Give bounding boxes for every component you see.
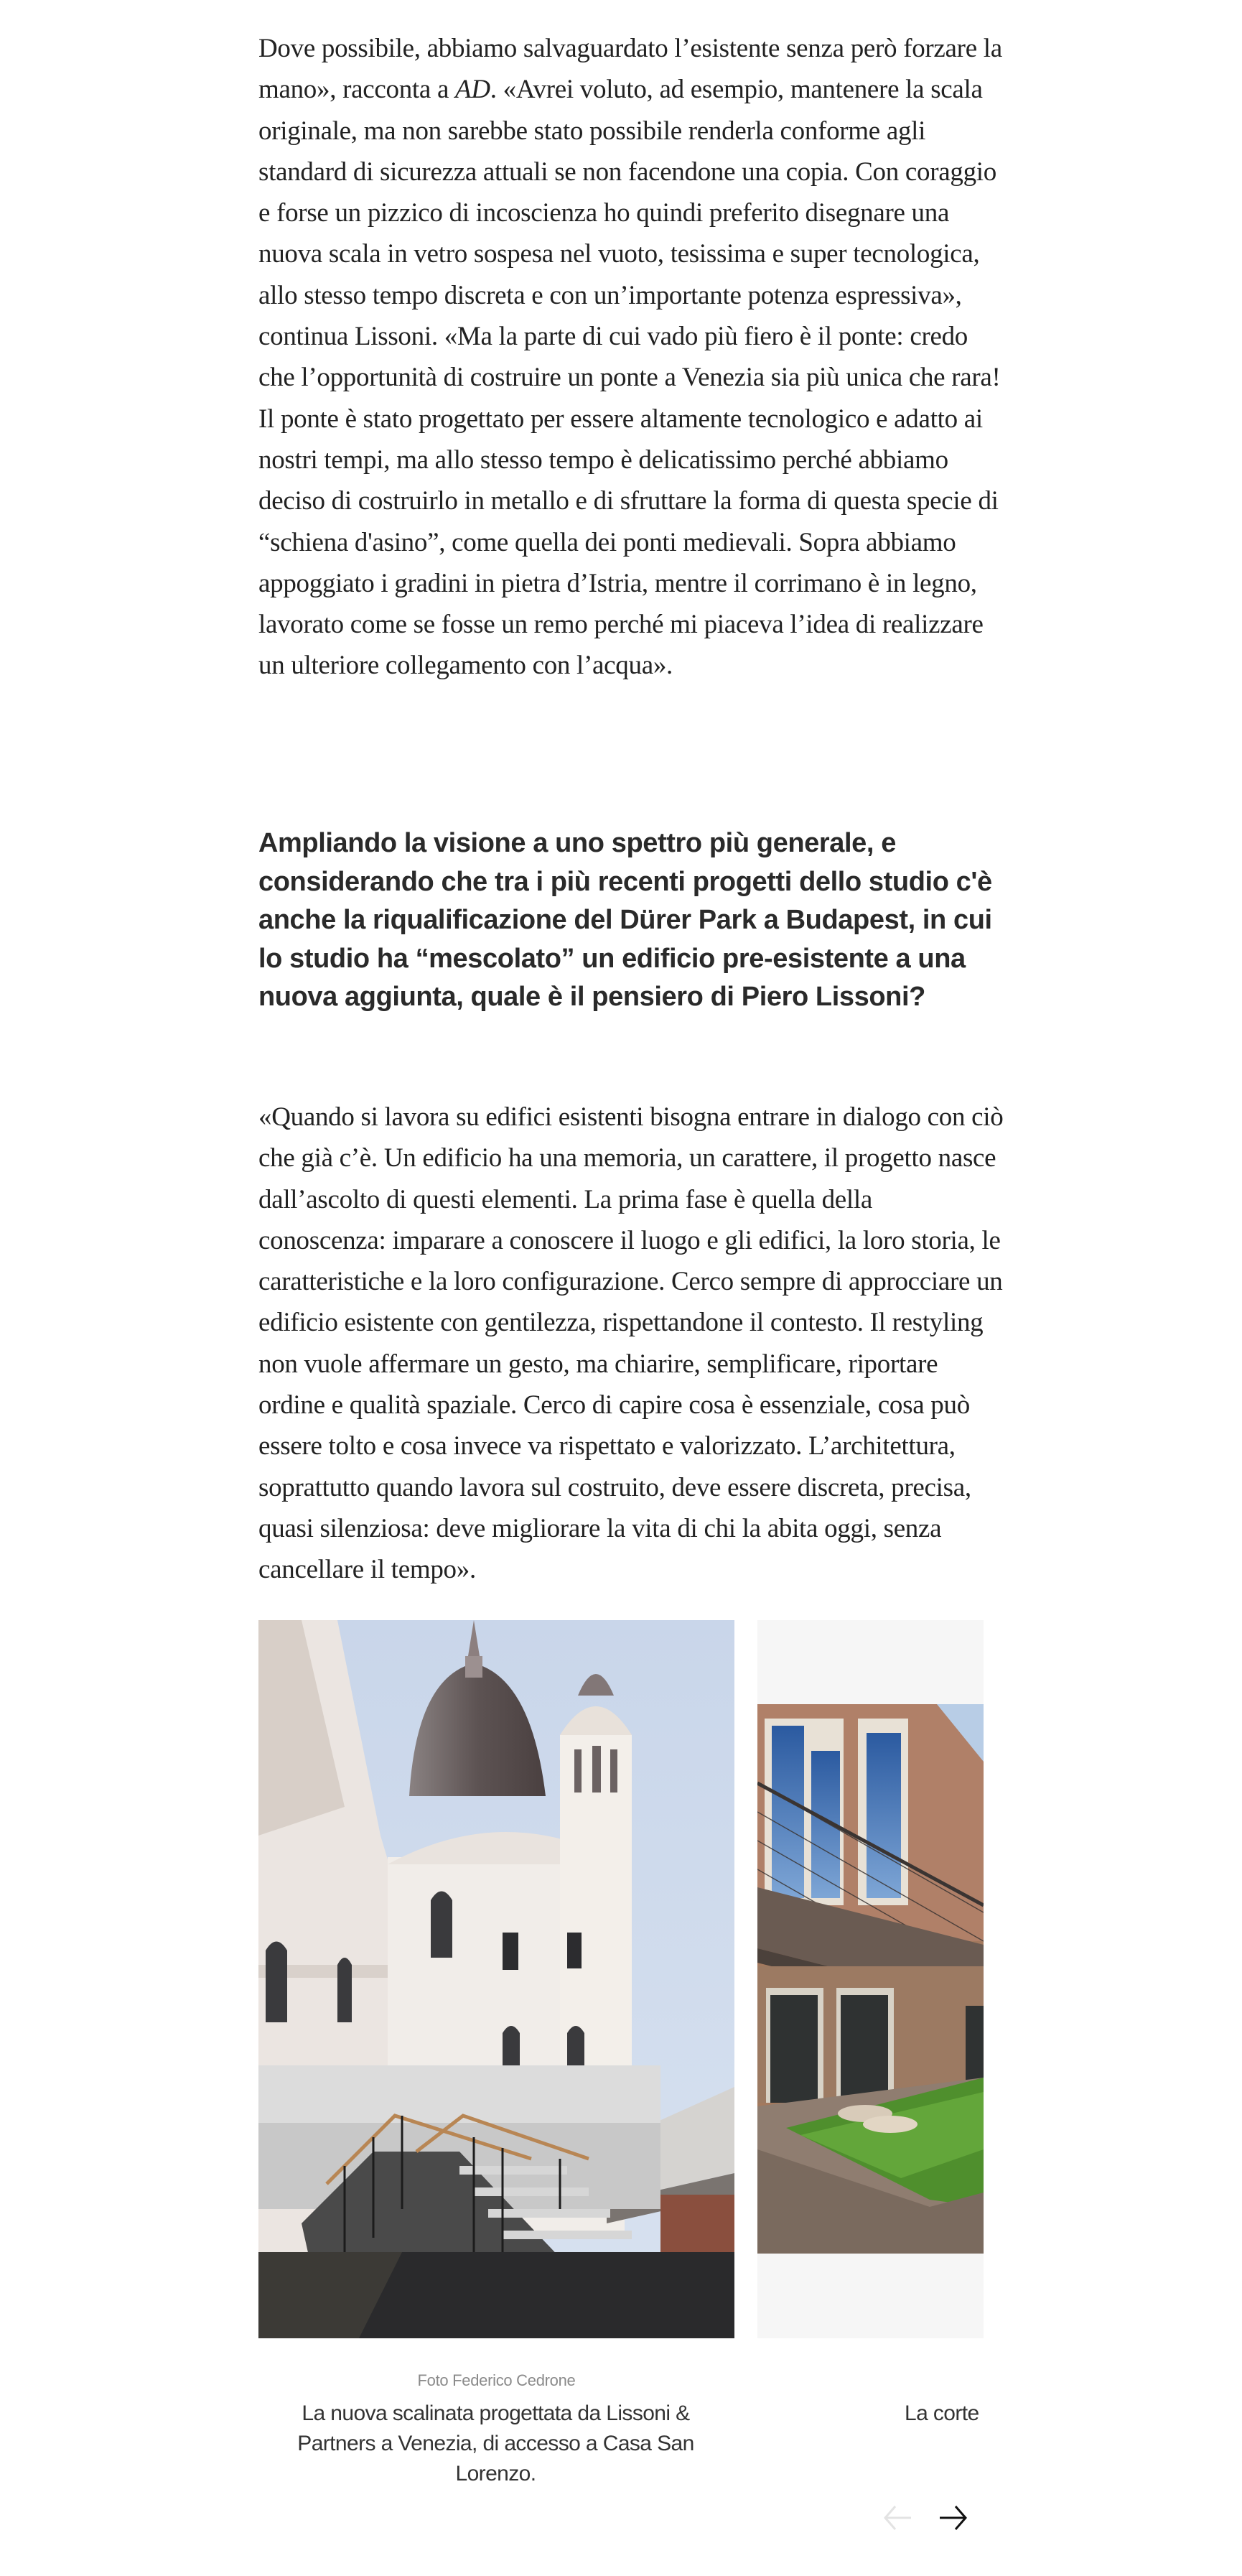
photo-credit: Foto Federico Cedrone <box>417 2371 576 2389</box>
arrow-right-icon <box>937 2502 973 2534</box>
carousel-slide[interactable] <box>757 1620 984 2338</box>
photo-courtyard <box>757 1704 984 2254</box>
slide-caption: La nuova scalinata progettata da Lissoni & Partners a Venezia, di accesso a Casa San Lorenzo. <box>297 2401 694 2486</box>
carousel-prev-button[interactable] <box>879 2502 915 2534</box>
arrow-left-icon <box>879 2502 915 2534</box>
carousel-next-button[interactable] <box>937 2502 973 2534</box>
photo-venice-staircase <box>258 1620 734 2338</box>
article-paragraph <box>258 28 1005 687</box>
paragraph-text: . «Avrei voluto, ad esempio, mantenere la scala originale, ma non sarebbe stato possibile renderla conforme agli standard di sicurezza attuali se non facendone una copia. Con coraggio e forse un pizzico di incoscienza ho quindi preferito disegnare una nuova scala in vetro sospesa nel vuoto, tesissima e super tecnologica, allo stesso tempo discreta e con un’importante potenza espressiva», continua Lissoni. «Ma la parte di cui vado più fiero è il ponte: credo che l’opportunità di costruire un ponte a Venezia sia più unica che rara! Il ponte è stato progettato per essere altamente tecnologico e adatto ai nostri tempi, ma allo stesso tempo è delicatissimo perché abbiamo deciso di costruirlo in metallo e di sfruttare la forma di questa specie di “schiena d'asino”, come quella dei ponti medievali. Sopra abbiamo appoggiato i gradini in pietra d’Istria, mentre il corrimano è in legno, lavorato come se fosse un remo perché mi piaceva l’idea di realizzare un ulteriore collegamento con l’acqua». <box>258 75 1001 681</box>
paragraph-text: Dove possibile, abbiamo salvaguardato l’esistente senza però forzare la mano», racconta a <box>258 34 1002 105</box>
image-carousel[interactable] <box>258 1620 984 2338</box>
carousel-slide[interactable] <box>258 1620 734 2338</box>
magazine-name: AD <box>455 75 490 105</box>
interview-question: Ampliando la visione a uno spettro più generale, e considerando che tra i più recenti progetti dello studio c'è anche la riqualificazione del Dürer Park a Budapest, in cui lo studio ha “mescolato” un edificio pre-esistente a una nuova aggiunta, quale è il pensiero di Piero Lissoni? <box>258 828 992 1012</box>
article-paragraph: «Quando si lavora su edifici esistenti bisogna entrare in dialogo con ciò che già c’è. Un edificio ha una memoria, un carattere, il progetto nasce dall’ascolto di questi elementi. La prima fase è quella della conoscenza: imparare a conoscere il luogo e gli edifici, la loro storia, le caratteristiche e la loro configurazione. Cerco sempre di approcciare un edificio esistente con gentilezza, rispettandone il contesto. Il restyling non vuole affermare un gesto, ma chiarire, semplificare, riportare ordine e qualità spaziale. Cerco di capire cosa è essenziale, cosa può essere tolto e cosa invece va rispettato e valorizzato. L’architettura, soprattutto quando lavora sul costruito, deve essere discreta, precisa, quasi silenziosa: deve migliorare la vita di chi la abita oggi, senza cancellare il tempo». <box>258 1102 1004 1585</box>
slide-caption: La corte <box>905 2401 979 2425</box>
